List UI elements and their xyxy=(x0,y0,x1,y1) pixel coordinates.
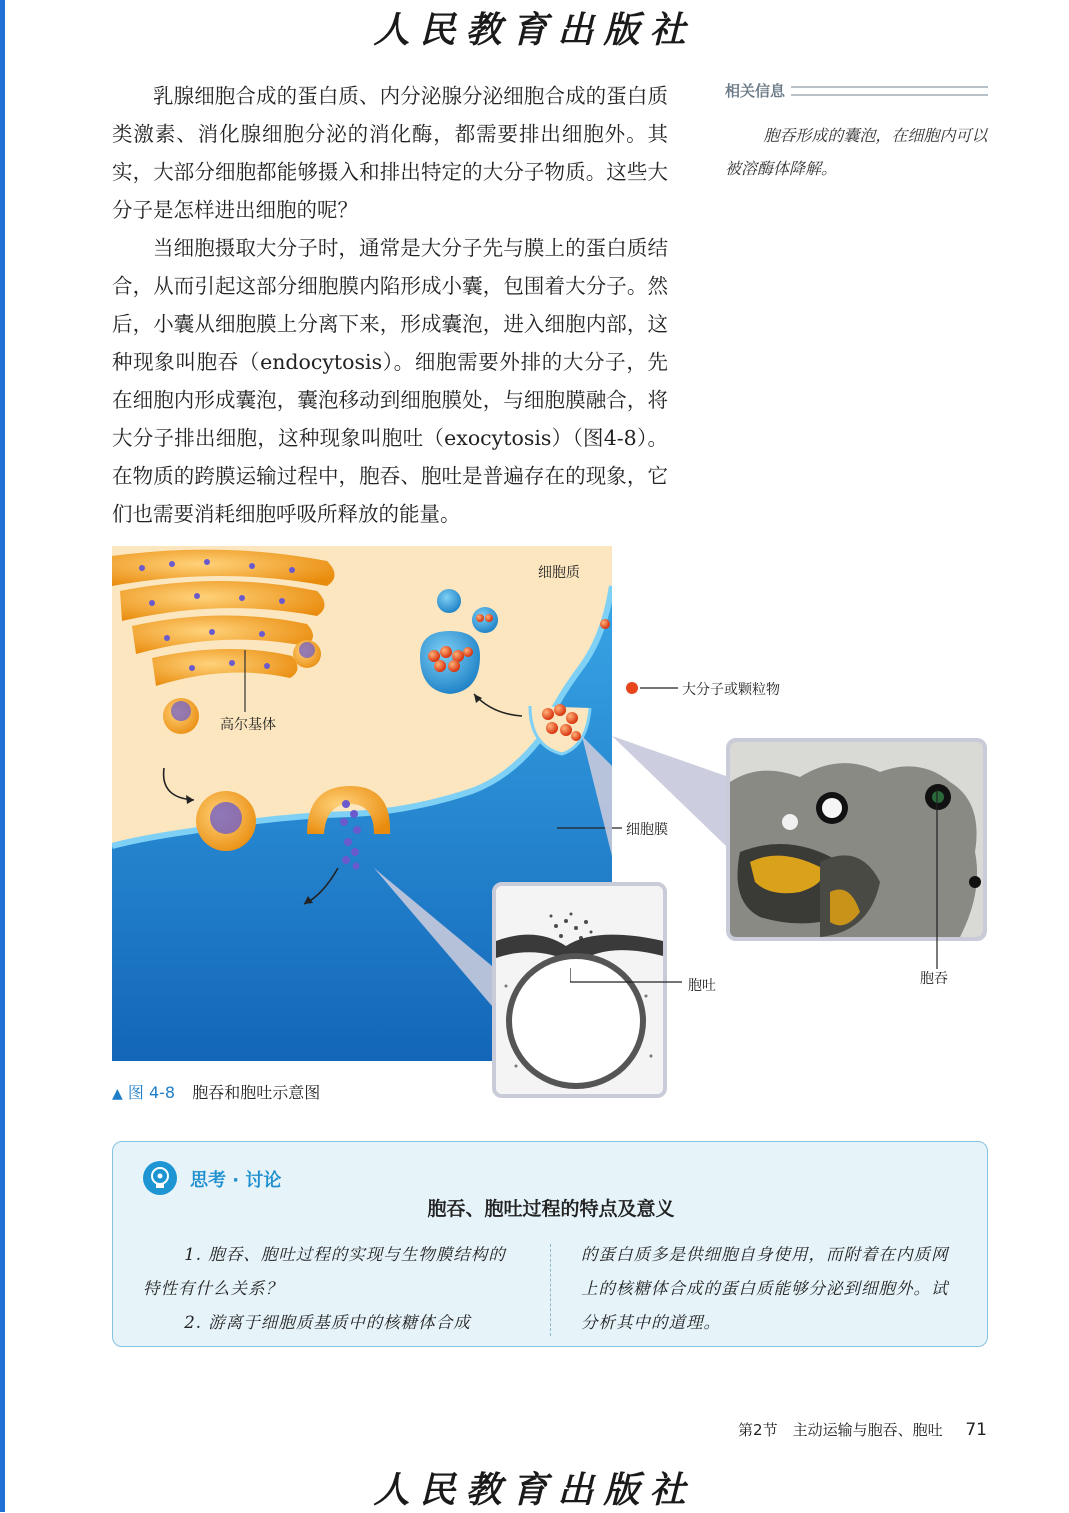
related-info-body: 胞吞形成的囊泡，在细胞内可以被溶酶体降解。 xyxy=(725,126,988,178)
caption-number: 图 4-8 xyxy=(127,1083,176,1102)
endocytosis-leader-line xyxy=(935,789,939,969)
label-membrane: 细胞膜 xyxy=(626,822,668,838)
question-1: 1. 胞吞、胞吐过程的实现与生物膜结构的特性有什么关系？ xyxy=(143,1245,506,1298)
think-discuss-box xyxy=(112,1141,988,1347)
exocytosis-micrograph xyxy=(492,882,667,1098)
lightbulb-icon xyxy=(143,1161,177,1195)
figure-caption xyxy=(112,1080,320,1103)
column-divider xyxy=(550,1244,551,1336)
think-left-column xyxy=(143,1238,521,1340)
publisher-header: 人民教育出版社 xyxy=(373,9,696,51)
page-number: 71 xyxy=(965,1420,987,1440)
publisher-footer: 人民教育出版社 xyxy=(373,1469,696,1511)
question-2-continued: 的蛋白质多是供细胞自身使用，而附着在内质网上的核糖体合成的蛋白质能够分泌到细胞外。试分析其中的道理。 xyxy=(581,1245,949,1332)
endocytosis-micrograph xyxy=(726,738,987,941)
caption-triangle-icon: ▲ xyxy=(112,1086,123,1102)
think-title: 胞吞、胞吐过程的特点及意义 xyxy=(427,1198,675,1220)
label-exocytosis: 胞吐 xyxy=(688,978,716,994)
think-right-column xyxy=(581,1238,961,1340)
related-info-title: 相关信息 xyxy=(725,82,786,100)
related-info-header xyxy=(725,80,988,101)
related-info-rule xyxy=(791,86,988,96)
main-text xyxy=(112,77,668,533)
exocytosis-micrograph-image xyxy=(496,886,663,1094)
question-2: 2. 游离于细胞质基质中的核糖体合成 xyxy=(184,1313,471,1332)
label-endocytosis: 胞吞 xyxy=(920,971,948,987)
think-tag: 思考 · 讨论 xyxy=(190,1170,282,1191)
left-edge-bar xyxy=(0,0,5,1512)
caption-text: 胞吞和胞吐示意图 xyxy=(192,1083,321,1102)
label-macromolecule: 大分子或颗粒物 xyxy=(682,682,780,698)
label-golgi: 高尔基体 xyxy=(220,717,276,733)
page-footer xyxy=(738,1419,987,1440)
related-info-box xyxy=(725,80,988,185)
label-cytoplasm: 细胞质 xyxy=(538,565,580,581)
endocytosis-micrograph-image xyxy=(730,742,983,937)
footer-section: 第2节 主动运输与胞吞、胞吐 xyxy=(738,1421,943,1439)
paragraph-1: 乳腺细胞合成的蛋白质、内分泌腺分泌细胞合成的蛋白质类激素、消化腺细胞分泌的消化酶，都需要排出细胞外。其实，大部分细胞都能够摄入和排出特定的大分子物质。这些大分子是怎样进出细胞的呢？ xyxy=(112,84,668,222)
paragraph-2: 当细胞摄取大分子时，通常是大分子先与膜上的蛋白质结合，从而引起这部分细胞膜内陷形成小囊，包围着大分子。然后，小囊从细胞膜上分离下来，形成囊泡，进入细胞内部，这种现象叫胞吞（endocytosis）。细胞需要外排的大分子，先在细胞内形成囊泡，囊泡移动到细胞膜处，与细胞膜融合，将大分子排出细胞，这种现象叫胞吐（exocytosis）（图4-8）。在物质的跨膜运输过程中，胞吞、胞吐是普遍存在的现象，它们也需要消耗细胞呼吸所释放的能量。 xyxy=(112,236,668,526)
exocytosis-leader-line xyxy=(570,968,690,988)
